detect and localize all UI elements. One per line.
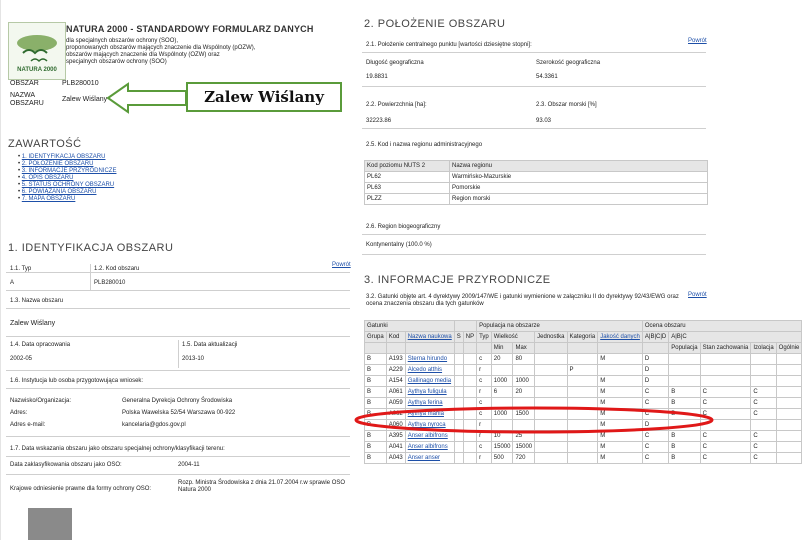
table-cell: [535, 442, 567, 453]
table-row: [365, 354, 802, 365]
table-cell: 1000: [513, 376, 535, 387]
table-row: PL62 Warmińsko-Mazurskie: [365, 172, 708, 183]
logo-text: NATURA 2000: [17, 67, 57, 73]
footer-block: [28, 508, 72, 540]
table-cell: A060: [386, 420, 405, 431]
table-cell: C: [700, 409, 751, 420]
species-name-link[interactable]: Anser albifrons: [405, 442, 454, 453]
highlight-ellipse: [352, 404, 716, 436]
intro-line: dla specjalnych obszarów ochrony (SOO),: [66, 38, 179, 44]
table-cell: A062: [386, 409, 405, 420]
field-1-6-value: Polska Wawelska 52/54 Warszawa 00-922: [122, 410, 236, 416]
table-row: PL63 Pomorskie: [365, 183, 708, 194]
field-1-2-value: PLB280010: [94, 280, 126, 286]
table-cell: C: [642, 431, 668, 442]
intro-line: obszarów mających znaczenie dla Wspólnoty (OZW) oraz: [66, 52, 220, 58]
table-row: [365, 365, 802, 376]
table-cell: C: [700, 387, 751, 398]
field-1-2-label: 1.2. Kod obszaru: [94, 266, 140, 272]
field-1-7-label: 1.7. Data wskazania obszaru jako obszaru specjalnej ochrony/klasyfikacji terenu:: [10, 446, 225, 452]
table-cell: A193: [386, 354, 405, 365]
table-cell: A154: [386, 376, 405, 387]
species-name-link[interactable]: Anser anser: [405, 453, 454, 464]
latitude-value: 54.3361: [536, 74, 558, 80]
table-cell: r: [477, 420, 492, 431]
table-cell: D: [642, 420, 668, 431]
field-2-1-label: 2.1. Położenie centralnego punktu [wartości dziesiętne stopni]:: [366, 42, 532, 48]
table-cell: B: [365, 420, 387, 431]
species-name-link[interactable]: Aythya nyroca: [405, 420, 454, 431]
table-cell: B: [365, 442, 387, 453]
site-name-label: NAZWA OBSZARU: [10, 92, 44, 107]
table-cell: [567, 354, 598, 365]
table-cell: [700, 365, 751, 376]
table-cell: [535, 354, 567, 365]
field-2-6-label: 2.6. Region biogeograficzny: [366, 224, 441, 230]
field-1-6-label: 1.6. Instytucja lub osoba przygotowująca wniosek:: [10, 378, 144, 384]
table-cell: 1500: [513, 409, 535, 420]
table-cell: B: [669, 442, 700, 453]
table-cell: [776, 376, 802, 387]
table-cell: C: [751, 453, 776, 464]
table-cell: [700, 354, 751, 365]
table-cell: [776, 420, 802, 431]
table-row: [365, 387, 802, 398]
table-cell: [463, 354, 476, 365]
table-cell: A059: [386, 398, 405, 409]
table-cell: B: [669, 398, 700, 409]
field-2-3-value: 93.03: [536, 118, 552, 124]
field-1-3-label: 1.3. Nazwa obszaru: [10, 298, 64, 304]
table-cell: [535, 387, 567, 398]
table-cell: [454, 442, 463, 453]
table-cell: B: [365, 453, 387, 464]
table-cell: C: [700, 398, 751, 409]
table-cell: C: [642, 398, 668, 409]
table-cell: M: [598, 442, 643, 453]
table-cell: [454, 376, 463, 387]
toc-item[interactable]: • 7. MAPA OBSZARU: [18, 196, 76, 202]
table-cell: M: [598, 387, 643, 398]
table-cell: B: [365, 409, 387, 420]
back-link[interactable]: Powrót: [688, 38, 707, 44]
table-cell: c: [477, 398, 492, 409]
table-cell: [751, 354, 776, 365]
table-cell: c: [477, 376, 492, 387]
table-cell: C: [642, 387, 668, 398]
field-1-6-value: Generalna Dyrekcja Ochrony Środowiska: [122, 398, 233, 404]
table-cell: B: [365, 376, 387, 387]
table-cell: [491, 365, 513, 376]
table-cell: 1000: [491, 409, 513, 420]
table-cell: [567, 453, 598, 464]
field-1-6-key: Adres:: [10, 410, 28, 416]
field-1-1-label: 1.1. Typ: [10, 266, 32, 272]
field-2-5-label: 2.5. Kod i nazwa regionu administracyjnego: [366, 142, 483, 148]
table-cell: 80: [513, 354, 535, 365]
site-code-label: OBSZAR: [10, 80, 39, 87]
site-name-callout: Zalew Wiślany: [186, 82, 342, 112]
table-cell: [776, 365, 802, 376]
table-cell: [751, 365, 776, 376]
table-cell: c: [477, 409, 492, 420]
species-name-link[interactable]: Gallinago media: [405, 376, 454, 387]
table-cell: 15000: [513, 442, 535, 453]
table-cell: C: [751, 398, 776, 409]
toc-item[interactable]: • 1. IDENTYFIKACJA OBSZARU: [18, 154, 106, 160]
toc-list: [18, 154, 116, 203]
intro-line: proponowanych obszarów mających znaczenie dla Wspólnoty (pOZW),: [66, 45, 256, 51]
table-row: PLZZ Region morski: [365, 194, 708, 205]
table-cell: M: [598, 453, 643, 464]
species-group-head: Gatunki Populacja na obszarze Ocena obszaru: [365, 321, 802, 332]
field-1-7-value: Rozp. Ministra Środowiska z dnia 21.07.2004 r.w sprawie OSO Natura 2000: [178, 480, 346, 493]
section-1-title: 1. IDENTYFIKACJA OBSZARU: [8, 242, 174, 254]
section-3-title: 3. INFORMACJE PRZYRODNICZE: [364, 274, 551, 286]
table-cell: C: [700, 442, 751, 453]
field-1-1-value: A: [10, 280, 15, 286]
table-cell: C: [642, 409, 668, 420]
table-cell: B: [669, 387, 700, 398]
table-cell: [454, 365, 463, 376]
table-cell: [567, 442, 598, 453]
field-1-7-key: Krajowe odniesienie prawne dla formy ochrony OSO:: [10, 486, 152, 492]
species-table: [364, 320, 802, 464]
table-cell: [463, 376, 476, 387]
table-cell: 20: [513, 387, 535, 398]
table-cell: [776, 398, 802, 409]
toc-item[interactable]: • 6. POWIĄZANIA OBSZARU: [18, 189, 97, 195]
section-2-title: 2. POŁOŻENIE OBSZARU: [364, 18, 506, 30]
table-cell: c: [477, 442, 492, 453]
table-cell: A061: [386, 387, 405, 398]
toc-item[interactable]: • 2. POŁOŻENIE OBSZARU: [18, 161, 94, 167]
table-cell: M: [598, 376, 643, 387]
table-cell: [454, 387, 463, 398]
back-link[interactable]: Powrót: [332, 262, 351, 268]
nuts-head-cell: Kod poziomu NUTS 2: [365, 161, 450, 172]
table-cell: [454, 354, 463, 365]
table-cell: [454, 453, 463, 464]
table-cell: [776, 354, 802, 365]
table-cell: r: [477, 387, 492, 398]
table-cell: [463, 442, 476, 453]
table-cell: [776, 442, 802, 453]
toc-item[interactable]: • 3. INFORMACJE PRZYRODNICZE: [18, 168, 117, 174]
table-cell: M: [598, 409, 643, 420]
latitude-label: Szerokość geograficzna: [536, 60, 601, 66]
species-name-link[interactable]: Aythya ferina: [405, 398, 454, 409]
table-cell: [567, 387, 598, 398]
field-3-2-text: 3.2. Gatunki objęte art. 4 dyrektywy 2009/147/WE i gatunki wymienione w załączniku II do dyrektywy 92/43/EWG oraz ocena znaczenia obszaru dla tych gatunków: [366, 294, 679, 307]
table-cell: c: [477, 354, 492, 365]
table-cell: r: [477, 431, 492, 442]
field-1-6-key: Adres e-mail:: [10, 422, 46, 428]
table-cell: 10: [491, 431, 513, 442]
field-1-6-value: kancelaria@gdos.gov.pl: [122, 422, 186, 428]
table-cell: A043: [386, 453, 405, 464]
table-cell: C: [751, 431, 776, 442]
table-cell: [598, 365, 643, 376]
table-cell: 500: [491, 453, 513, 464]
toc-item[interactable]: • 4. OPIS OBSZARU: [18, 175, 74, 181]
callout-arrow: [106, 82, 188, 114]
back-link[interactable]: Powrót: [688, 292, 707, 298]
species-name-link[interactable]: Anser albifrons: [405, 431, 454, 442]
table-cell: B: [669, 431, 700, 442]
table-cell: M: [598, 354, 643, 365]
field-2-6-value: Kontynentalny (100.0 %): [366, 242, 432, 248]
field-2-2-value: 32223.86: [366, 118, 392, 124]
table-cell: C: [751, 409, 776, 420]
species-name-link[interactable]: Aythya fuligula: [405, 387, 454, 398]
table-row: [365, 442, 802, 453]
table-cell: B: [669, 409, 700, 420]
table-cell: 1000: [491, 376, 513, 387]
site-name-value: Zalew Wiślany: [62, 96, 108, 103]
table-cell: [669, 354, 700, 365]
table-cell: [513, 365, 535, 376]
table-cell: [700, 376, 751, 387]
table-cell: B: [365, 354, 387, 365]
table-cell: 20: [491, 354, 513, 365]
species-name-link[interactable]: Sterna hirundo: [405, 354, 454, 365]
intro-line: specjalnych obszarów ochrony (SOO): [66, 59, 167, 65]
table-cell: [776, 453, 802, 464]
table-cell: M: [598, 398, 643, 409]
table-cell: [535, 376, 567, 387]
table-cell: A395: [386, 431, 405, 442]
table-cell: C: [700, 431, 751, 442]
table-cell: [669, 365, 700, 376]
table-cell: C: [642, 453, 668, 464]
table-cell: M: [598, 431, 643, 442]
natura-logo: [8, 22, 66, 80]
table-cell: [567, 376, 598, 387]
table-cell: r: [477, 453, 492, 464]
field-2-3-label: 2.3. Obszar morski [%]: [536, 102, 597, 108]
longitude-value: 19.8831: [366, 74, 388, 80]
table-cell: B: [365, 398, 387, 409]
table-cell: [751, 376, 776, 387]
table-cell: [751, 420, 776, 431]
field-1-7-key: Data zaklasyfikowania obszaru jako OSO:: [10, 462, 122, 468]
table-cell: [463, 387, 476, 398]
table-cell: A229: [386, 365, 405, 376]
table-cell: M: [598, 420, 643, 431]
toc-title: ZAWARTOŚĆ: [8, 138, 82, 150]
table-cell: C: [700, 453, 751, 464]
table-cell: [463, 365, 476, 376]
table-cell: B: [365, 387, 387, 398]
table-cell: C: [642, 442, 668, 453]
site-code-value: PLB280010: [62, 80, 99, 87]
field-1-7-value: 2004-11: [178, 462, 200, 468]
table-cell: B: [669, 453, 700, 464]
field-1-5-value: 2013-10: [182, 356, 205, 362]
nuts-table: [364, 160, 708, 205]
table-cell: [776, 387, 802, 398]
nuts-head-cell: Nazwa regionu: [450, 161, 708, 172]
table-cell: B: [365, 431, 387, 442]
longitude-label: Długość geograficzna: [366, 60, 424, 66]
table-cell: [776, 431, 802, 442]
field-1-5-label: 1.5. Data aktualizacji: [182, 342, 238, 348]
table-cell: 15000: [491, 442, 513, 453]
intro-text: [66, 38, 346, 66]
table-row: [365, 376, 802, 387]
field-1-3-value: Zalew Wiślany: [10, 320, 56, 327]
table-cell: P: [567, 365, 598, 376]
species-head: Grupa Kod Nazwa naukowa S NP Typ Wielkość Jednostka Kategoria Jakość danych A|B|C|D A|B|C: [365, 332, 802, 343]
table-cell: C: [751, 442, 776, 453]
table-cell: D: [642, 376, 668, 387]
table-cell: C: [751, 387, 776, 398]
toc-item[interactable]: • 5. STATUS OCHRONY OBSZARU: [18, 182, 115, 188]
table-cell: 25: [513, 431, 535, 442]
form-title: NATURA 2000 - STANDARDOWY FORMULARZ DANYCH: [66, 24, 314, 34]
table-cell: [535, 453, 567, 464]
table-cell: [669, 376, 700, 387]
table-cell: r: [477, 365, 492, 376]
species-subhead: Min Max Populacja Stan zachowania Izolacja Ogólnie: [365, 343, 802, 354]
table-cell: [535, 365, 567, 376]
field-1-6-key: Nazwisko/Organizacja:: [10, 398, 72, 404]
field-2-2-label: 2.2. Powierzchnia [ha]:: [366, 102, 427, 108]
table-cell: D: [642, 365, 668, 376]
table-cell: [776, 409, 802, 420]
table-cell: 6: [491, 387, 513, 398]
table-cell: [463, 453, 476, 464]
table-cell: A041: [386, 442, 405, 453]
table-cell: B: [365, 365, 387, 376]
species-name-link[interactable]: Aythya marila: [405, 409, 454, 420]
field-1-4-label: 1.4. Data opracowania: [10, 342, 71, 348]
field-1-4-value: 2002-05: [10, 356, 33, 362]
table-cell: D: [642, 354, 668, 365]
table-cell: 720: [513, 453, 535, 464]
species-name-link[interactable]: Alcedo atthis: [405, 365, 454, 376]
table-row: [365, 453, 802, 464]
